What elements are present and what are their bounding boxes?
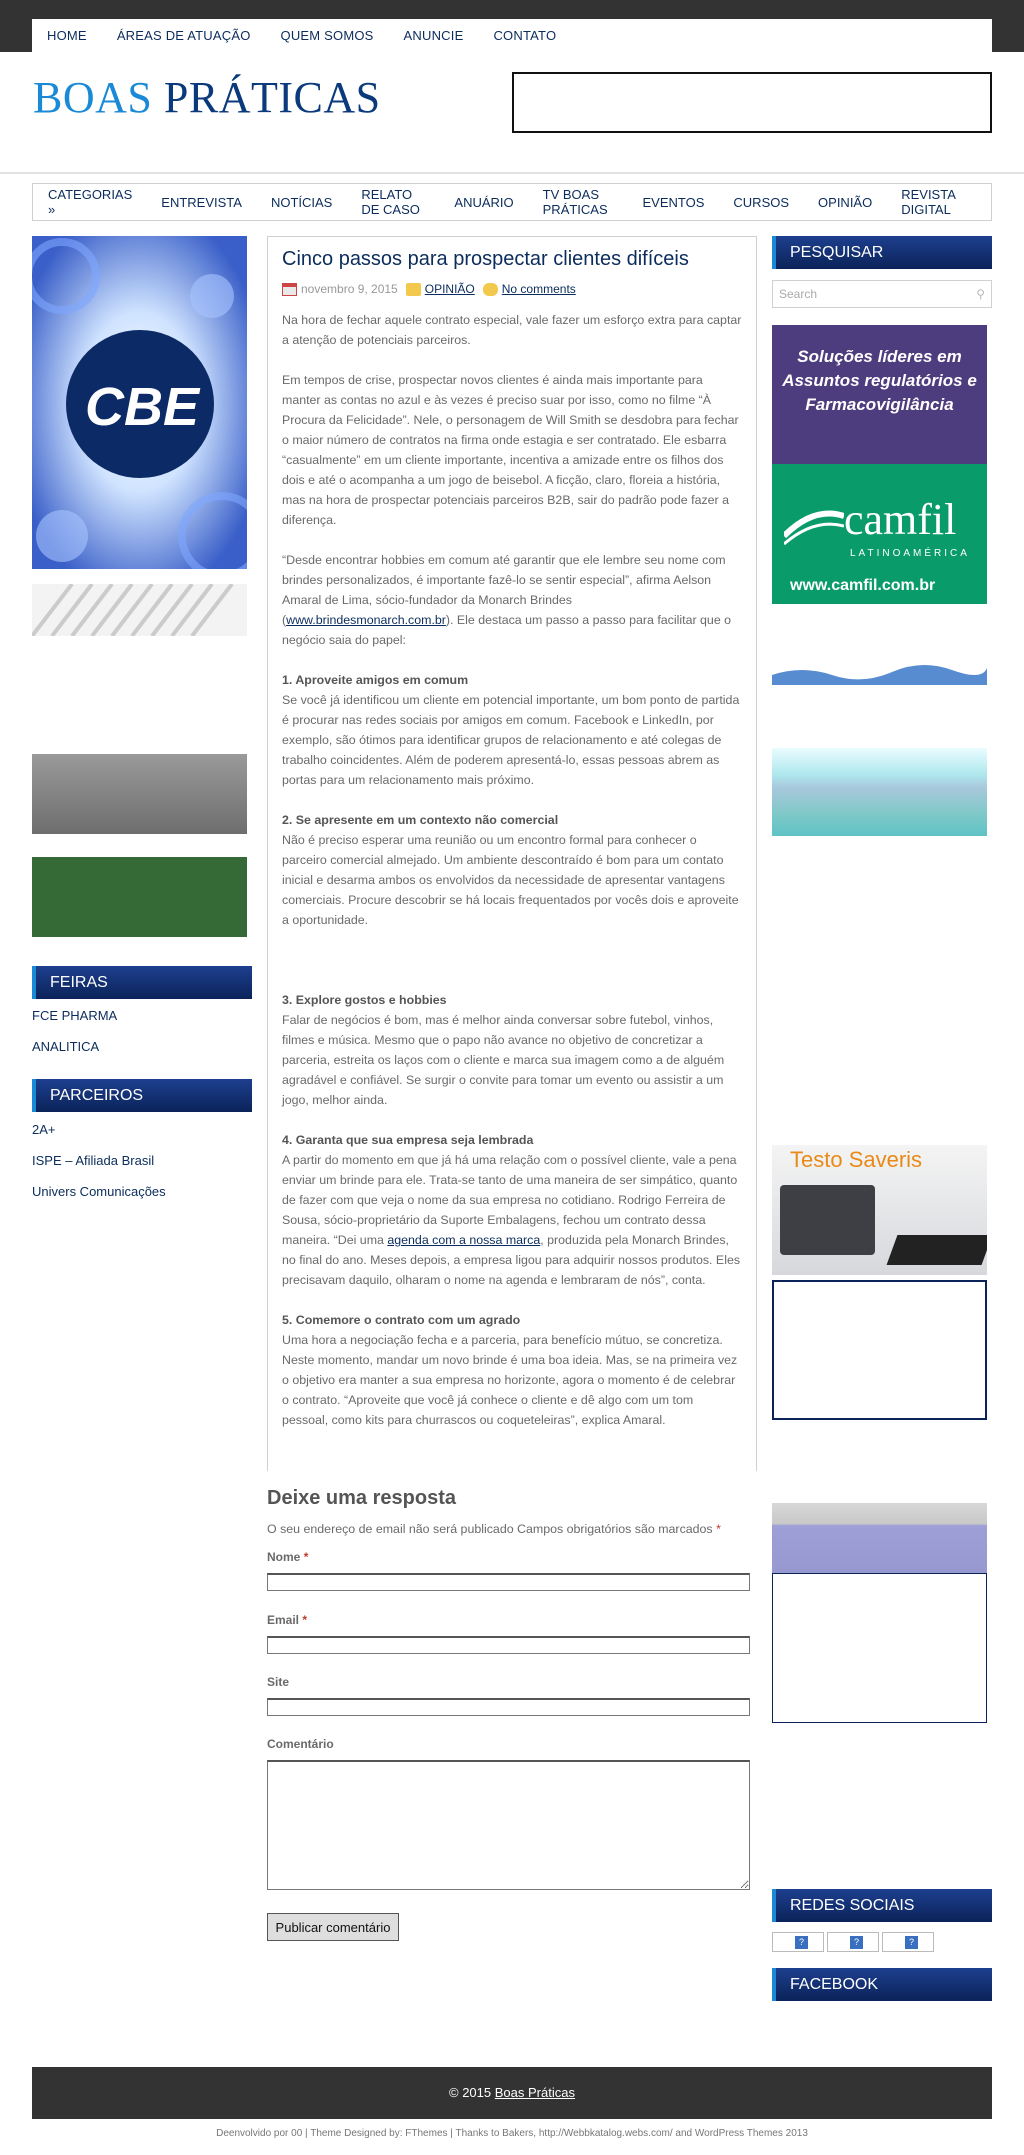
parceiros-link-univers[interactable]: Univers Comunicações [32,1184,166,1199]
step-heading: 5. Comemore o contrato com um agrado [282,1313,521,1327]
feiras-widget [32,966,252,999]
ad-lavender[interactable] [772,1503,987,1573]
main-nav-relato[interactable]: RELATO DE CASO [361,187,420,217]
paragraph-text: A partir do momento em que já há uma relação com o possível cliente, vale a pena enviar um brinde para ele. Trata-se tanto de uma maneira de ser simpático, quanto de fazer com que veja o nome da sua empresa no cotidiano. Rodrigo Ferreira de Sousa, sócio-proprietário da Suporte Embalagens, fechou um contrato dessa maneira. “Dei uma [282,1153,738,1247]
parceiros-link-2a[interactable]: 2A+ [32,1122,56,1137]
left-ad-water[interactable] [32,754,247,834]
paragraph-text: ). Ele destaca um passo a passo para facilitar que o negócio saia do papel: [282,613,732,647]
post-date: novembro 9, 2015 [301,282,398,296]
name-label-text: Nome [267,1550,301,1564]
name-label [267,1550,308,1564]
logo-part1: BOAS [33,73,153,122]
feiras-title: FEIRAS [32,966,252,999]
facebook-widget [772,1968,992,2001]
main-nav-noticias[interactable]: NOTÍCIAS [270,194,333,210]
folder-icon [406,283,421,296]
post-meta [282,282,576,296]
submit-comment-button[interactable]: Publicar comentário [267,1913,399,1941]
search-icon[interactable]: ⚲ [976,287,985,301]
top-nav-contato[interactable]: CONTATO [493,28,557,43]
facebook-title: FACEBOOK [772,1968,992,2001]
main-nav-opiniao[interactable]: OPINIÃO [818,194,873,210]
site-label: Site [267,1675,290,1689]
top-nav-anuncie[interactable]: ANUNCIE [403,28,464,43]
step-text: Se você já identificou um cliente em potencial importante, um bom ponto de partida é procurar nas redes sociais por amigos em comum. Facebook e LinkedIn, por exemplo, são ótimos para identificar grupos de relacionamento e até colegas de trabalho coincidentes. Além de poderem apresentá-lo, essas pessoas abrem as portas para um relacionamento mais próximo. [282,693,740,787]
required-mark: * [716,1522,721,1536]
ad-regulatory-text: Soluções líderes em Assuntos regulatórios e Farmacovigilância [782,347,977,414]
site-input[interactable] [267,1698,750,1716]
step-text [282,1150,742,1290]
main-nav-tv[interactable]: TV BOAS PRÁTICAS [542,187,608,217]
top-nav-areas[interactable]: ÁREAS DE ATUAÇÃO [116,28,251,43]
footer [32,2067,992,2119]
parceiros-title: PARCEIROS [32,1079,252,1112]
email-label [267,1613,307,1627]
social-buttons [772,1932,937,1957]
social-title: REDES SOCIAIS [772,1889,992,1922]
social-button[interactable] [827,1932,879,1952]
monarch-link[interactable]: www.brindesmonarch.com.br [286,613,446,627]
broken-image-icon: ? [795,1936,808,1949]
main-nav-categorias[interactable]: CATEGORIAS » [48,187,133,217]
header-divider [0,172,1024,174]
feiras-link-fce[interactable]: FCE PHARMA [32,1008,118,1023]
step-text: Não é preciso esperar uma reunião ou um encontro formal para conhecer o parceiro comercial almejado. Um ambiente descontraído é bom para um contato inicial e desarma ambos os envolvidos da necessidade de apresentar vantagens comerciais. Procure descobrir se há locais frequentados por vocês dois e aproveite a oportunidade. [282,833,739,927]
ad-regulatory[interactable] [772,325,987,464]
left-ad-green[interactable] [32,857,247,937]
post-paragraph: Em tempos de crise, prospectar novos clientes é ainda mais importante para manter as contas no azul e às vezes é preciso suar por isso, como no filme “À Procura da Felicidade”. Nele, o personagem de Will Smith se desdobra para fechar o maior número de contratos na firma onde estagia e ser contratado. Ele esbarra “casualmente” em um cliente importante, incentiva a amizade entre os filhos dos dois e até o acompanha a um jogo de beisebol. A ficção, claro, floreia a história, mas na hora de prospectar potenciais parceiros B2B, sair do padrão pode fazer a diferença. [282,373,739,527]
logo-part2: PRÁTICAS [163,73,381,122]
name-input[interactable] [267,1573,750,1591]
reply-note-text: O seu endereço de email não será publicado Campos obrigatórios são marcados [267,1522,713,1536]
broken-image-icon: ? [850,1936,863,1949]
post-body [282,310,742,1450]
step-heading: 2. Se apresente em um contexto não comercial [282,813,559,827]
comment-label: Comentário [267,1737,334,1751]
agenda-link[interactable]: agenda com a nossa marca [387,1233,541,1247]
main-nav-entrevista[interactable]: ENTREVISTA [161,194,242,210]
ad-placeholder[interactable] [772,1280,987,1420]
post-title: Cinco passos para prospectar clientes difíceis [282,248,689,270]
search-widget [772,236,992,269]
search-title: PESQUISAR [772,236,992,269]
required-mark: * [303,1550,309,1564]
stripes-art [32,584,247,636]
main-nav [32,183,992,221]
feiras-link-analitica[interactable]: ANALITICA [32,1039,100,1054]
top-nav-home[interactable]: HOME [47,28,87,43]
search-input[interactable] [772,280,992,308]
step-text: Falar de negócios é bom, mas é melhor ainda conversar sobre futebol, vinhos, filmes e música. Mesmo que o papo não avance no objetivo de concretizar a parceria, estreita os laços com o cliente e marca sua imagem como a de alguém agradável e confiável. Se surgir o convite para tomar um evento ou assistir a um jogo, melhor ainda. [282,1013,725,1107]
email-label-text: Email [267,1613,300,1627]
cbe-logo-text: CBE [84,377,199,437]
required-mark: * [302,1613,308,1627]
camfil-name: camfil [844,495,957,544]
social-button[interactable] [882,1932,934,1952]
reply-note [267,1522,721,1536]
footer-site-link[interactable]: Boas Práticas [494,2085,575,2100]
testo-name: Testo Saveris [790,1147,923,1172]
ad-wave[interactable] [772,660,987,685]
search-placeholder: Search [779,287,818,301]
calendar-icon [282,283,297,296]
ad-camfil[interactable] [772,464,987,604]
social-button[interactable] [772,1932,824,1952]
broken-image-icon: ? [905,1936,918,1949]
top-nav-quem-somos[interactable]: QUEM SOMOS [280,28,374,43]
wave-art [772,660,987,685]
step-heading: 1. Aproveite amigos em comum [282,673,469,687]
ad-placeholder[interactable] [772,1573,987,1723]
paragraph-text: , produzida pela Monarch Brindes, no final do ano. Meses depois, a empresa ligou para adquirir nossos produtos. Eles precisavam daquilo, olharam o nome na agenda e lembraram de nós”, conta. [282,1233,741,1287]
ad-testo[interactable] [772,1145,987,1275]
reply-title: Deixe uma resposta [267,1487,456,1509]
ad-sea[interactable] [772,748,987,836]
cbe-banner[interactable] [32,236,247,569]
left-ad-stripes[interactable] [32,584,247,636]
post-comments-link[interactable]: No comments [501,282,576,296]
social-widget [772,1889,992,1922]
site-logo[interactable] [33,72,381,123]
parceiros-widget [32,1079,252,1112]
post-paragraph: Na hora de fechar aquele contrato especial, vale fazer um esforço extra para captar a atenção de potenciais parceiros. [282,313,742,347]
main-nav-eventos[interactable]: EVENTOS [642,194,705,210]
main-nav-cursos[interactable]: CURSOS [733,194,790,210]
post-category-link[interactable]: OPINIÃO [424,282,475,296]
email-input[interactable] [267,1636,750,1654]
post-paragraph [282,550,742,650]
camfil-sub: LATINOAMÉRICA [850,548,970,559]
comment-icon [483,283,498,296]
top-nav [32,19,992,52]
parceiros-link-ispe[interactable]: ISPE – Afiliada Brasil [32,1153,155,1168]
footer-copyright: © 2015 [449,2085,492,2100]
header-banner[interactable] [512,72,992,133]
main-nav-revista[interactable]: REVISTA DIGITAL [901,187,956,217]
step-heading: 3. Explore gostos e hobbies [282,993,447,1007]
camfil-swoosh-icon [784,506,844,546]
camfil-url: www.camfil.com.br [790,577,936,594]
step-text: Uma hora a negociação fecha e a parceria, para benefício mútuo, se concretiza. Neste momento, mandar um novo brinde é uma boa ideia. Mas, se na primeira vez o objetivo era manter a sua empresa no horizonte, agora o momento é de celebrar o contrato. “Aproveite que você já conhece o cliente e dê algo com um tom pessoal, como kits para churrascos ou coqueteleiras”, explica Amaral. [282,1333,738,1427]
device-image [780,1185,875,1255]
comment-textarea[interactable] [267,1760,750,1890]
main-nav-anuario[interactable]: ANUÁRIO [454,194,514,210]
footer-credits: Deenvolvido por 00 | Theme Designed by: FThemes | Thanks to Bakers, http://Webbkatalog.webs.com/ and WordPress Themes 2013 [216,2128,808,2139]
paragraph-text: “Desde encontrar hobbies em comum até garantir que ele lembre seu nome com brindes personalizados, é importante fazê-lo se sentir especial”, afirma Aelson Amaral de Lima, sócio-fundador da Monarch Brindes ( [282,553,726,627]
keyboard-image [887,1235,987,1265]
step-heading: 4. Garanta que sua empresa seja lembrada [282,1133,534,1147]
